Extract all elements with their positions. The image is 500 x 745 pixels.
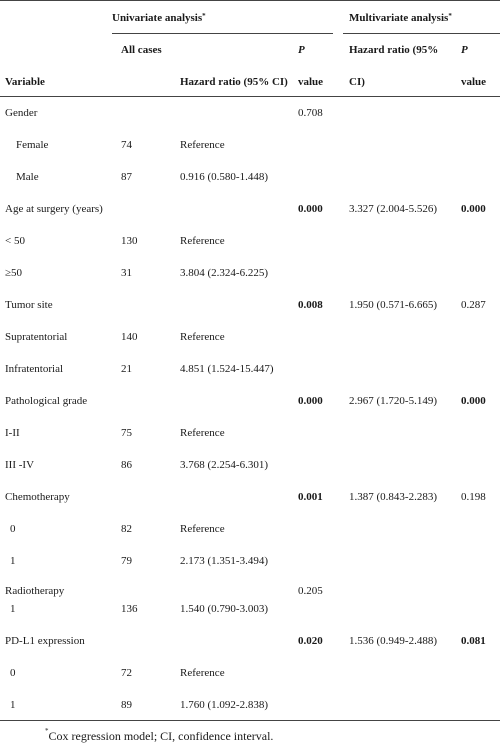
hr-univariate-cell: 0.916 (0.580-1.448) xyxy=(180,171,268,183)
footnote-star: * xyxy=(45,727,49,735)
variable-cell: 1 xyxy=(10,699,16,711)
p-univariate-cell: 0.001 xyxy=(298,491,323,503)
hr-univariate-cell: Reference xyxy=(180,235,225,247)
variable-cell: Female xyxy=(16,139,49,151)
p-univariate-cell: 0.020 xyxy=(298,635,323,647)
variable-cell: Age at surgery (years) xyxy=(5,203,103,215)
variable-cell: 0 xyxy=(10,523,16,535)
cases-cell: 75 xyxy=(121,427,132,439)
hr-multivariate-cell: 1.387 (0.843-2.283) xyxy=(349,491,437,503)
p-univariate-header: P xyxy=(298,44,305,56)
p-univariate-cell: 0.708 xyxy=(298,107,323,119)
header-bottom-rule xyxy=(0,96,500,97)
variable-cell: I-II xyxy=(5,427,20,439)
p-univariate-cell: 0.205 xyxy=(298,585,323,597)
variable-cell: Pathological grade xyxy=(5,395,88,407)
variable-cell: 1 xyxy=(10,555,16,567)
hr-univariate-header: Hazard ratio (95% CI) xyxy=(180,76,288,88)
multivariate-star: * xyxy=(448,12,452,20)
hr-univariate-cell: 2.173 (1.351-3.494) xyxy=(180,555,268,567)
p-univariate-cell: 0.008 xyxy=(298,299,323,311)
hr-univariate-cell: 4.851 (1.524-15.447) xyxy=(180,363,274,375)
hr-univariate-cell: 1.540 (0.790-3.003) xyxy=(180,603,268,615)
cases-cell: 74 xyxy=(121,139,132,151)
variable-cell: < 50 xyxy=(5,235,25,247)
p-multivariate-cell: 0.081 xyxy=(461,635,486,647)
table-top-rule xyxy=(0,0,500,1)
p-univariate-cell: 0.000 xyxy=(298,203,323,215)
footnote xyxy=(45,729,273,744)
cases-cell: 140 xyxy=(121,331,138,343)
variable-cell: 1 xyxy=(10,603,16,615)
cases-cell: 31 xyxy=(121,267,132,279)
cases-cell: 130 xyxy=(121,235,138,247)
cases-cell: 87 xyxy=(121,171,132,183)
cases-cell: 82 xyxy=(121,523,132,535)
cases-cell: 79 xyxy=(121,555,132,567)
variable-header: Variable xyxy=(5,76,45,88)
multivariate-header-label: Multivariate analysis xyxy=(349,12,449,24)
hr-univariate-cell: 3.804 (2.324-6.225) xyxy=(180,267,268,279)
cases-cell: 72 xyxy=(121,667,132,679)
variable-cell: Tumor site xyxy=(5,299,53,311)
hr-univariate-cell: Reference xyxy=(180,427,225,439)
variable-cell: Radiotherapy xyxy=(5,585,65,597)
variable-cell: ≥50 xyxy=(5,267,23,279)
hr-univariate-cell: 3.768 (2.254-6.301) xyxy=(180,459,268,471)
cases-cell: 136 xyxy=(121,603,138,615)
univariate-star: * xyxy=(202,12,206,20)
p-multivariate-cell: 0.000 xyxy=(461,395,486,407)
cases-cell: 86 xyxy=(121,459,132,471)
table-bottom-rule xyxy=(0,720,500,721)
hr-multivariate-header: Hazard ratio (95% xyxy=(349,44,439,56)
hr-univariate-cell: 1.760 (1.092-2.838) xyxy=(180,699,268,711)
variable-cell: PD-L1 expression xyxy=(5,635,85,647)
footnote-text: Cox regression model; CI, confidence interval. xyxy=(48,729,274,743)
p-multivariate-cell: 0.198 xyxy=(461,491,486,503)
hr-multivariate-cell: 2.967 (1.720-5.149) xyxy=(349,395,437,407)
univariate-header-label: Univariate analysis xyxy=(112,12,203,24)
hr-multivariate-cell: 1.950 (0.571-6.665) xyxy=(349,299,437,311)
multivariate-group-rule xyxy=(343,33,500,34)
p-univariate-cell: 0.000 xyxy=(298,395,323,407)
multivariate-header xyxy=(349,12,452,24)
variable-cell: Chemotherapy xyxy=(5,491,70,503)
cases-cell: 89 xyxy=(121,699,132,711)
p-univariate-value-header: value xyxy=(298,76,324,88)
p-multivariate-cell: 0.000 xyxy=(461,203,486,215)
variable-cell: Male xyxy=(16,171,39,183)
p-multivariate-header: P xyxy=(461,44,468,56)
p-multivariate-value-header: value xyxy=(461,76,487,88)
hr-univariate-cell: Reference xyxy=(180,523,225,535)
hr-univariate-cell: Reference xyxy=(180,331,225,343)
hr-univariate-cell: Reference xyxy=(180,139,225,151)
variable-cell: 0 xyxy=(10,667,16,679)
cases-cell: 21 xyxy=(121,363,132,375)
variable-cell: Supratentorial xyxy=(5,331,68,343)
hr-multivariate-ci-header: CI) xyxy=(349,76,365,88)
all-cases-header: All cases xyxy=(121,44,162,56)
variable-cell: Gender xyxy=(5,107,38,119)
hr-univariate-cell: Reference xyxy=(180,667,225,679)
hr-multivariate-cell: 1.536 (0.949-2.488) xyxy=(349,635,437,647)
p-multivariate-cell: 0.287 xyxy=(461,299,486,311)
univariate-header xyxy=(112,12,206,24)
hr-multivariate-cell: 3.327 (2.004-5.526) xyxy=(349,203,437,215)
variable-cell: III -IV xyxy=(5,459,35,471)
univariate-group-rule xyxy=(112,33,333,34)
variable-cell: Infratentorial xyxy=(5,363,64,375)
